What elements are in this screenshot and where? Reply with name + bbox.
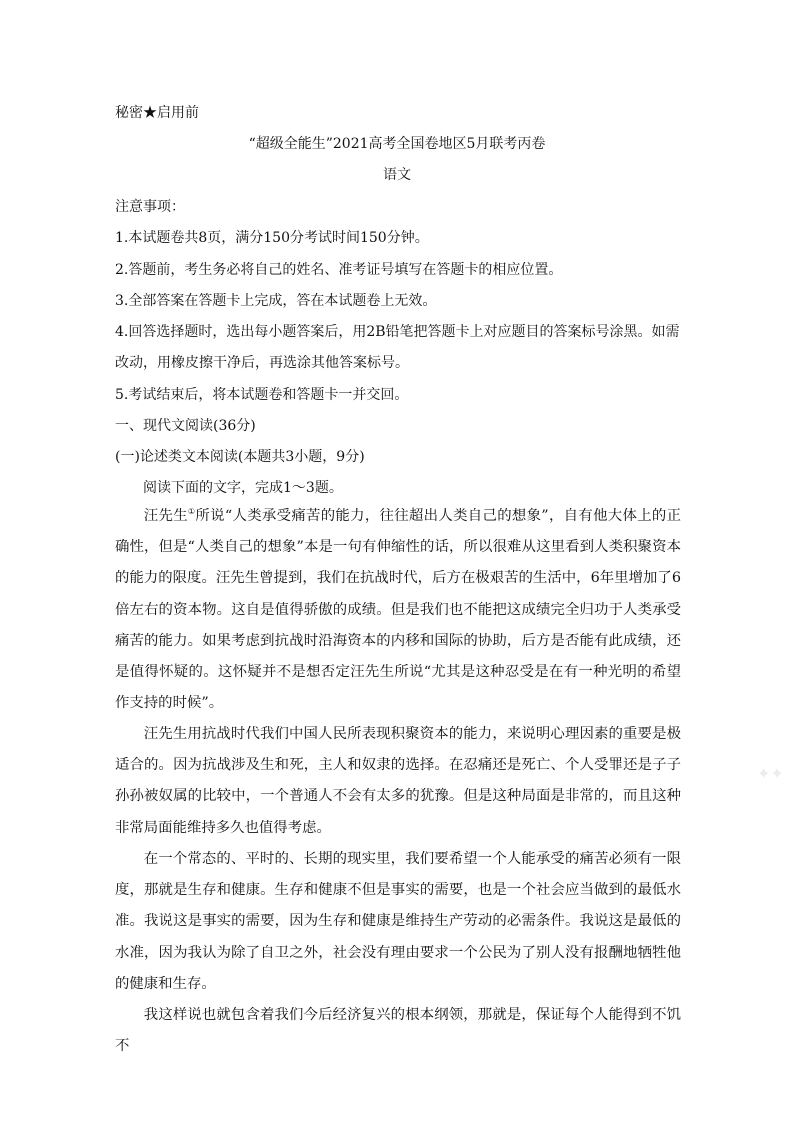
faint-watermark: ✦✦ [757, 764, 784, 783]
section-subheading: (一)论述类文本阅读(本题共3小题，9分) [115, 449, 365, 465]
notice-item: 5.考试结束后，将本试题卷和答题卡一并交回。 [115, 387, 409, 403]
paragraph-text: 所说“人类承受痛苦的能力，往往超出人类自己的想象”，自有他大体上的正确性，但是“人类自己的想象”本是一句有伸缩性的话，所以很难从这里看到人类积聚资本的能力的限度。汪先生曾提到，我们在抗战时代，后方在极艰苦的生活中，6年里增加了6倍左右的资本物。这自是值得骄傲的成绩。但是我们也不能把这成绩完全归功于人类承受痛苦的能力。如果考虑到抗战时沿海资本的内移和国际的协助，后方是否能有此成绩，还是值得怀疑的。这怀疑并不是想否定汪先生所说“尤其是这种忍受是在有一种光明的希望作支持的时候”。 [115, 508, 682, 712]
notice-item: 1.本试题卷共8页，满分150分考试时间150分钟。 [115, 230, 429, 246]
passage-paragraph-3: 在一个常态的、平时的、长期的现实里，我们要希望一个人能承受的痛苦必须有一限度，那就是生存和健康。生存和健康不但是事实的需要，也是一个社会应当做到的最低水准。我说这是事实的需要，因为生存和健康是维持生产劳动的必需条件。我说这是最低的水准，因为我认为除了自卫之外，社会没有理由要求一个公民为了别人没有报酬地牺牲他的健康和生存。 [115, 851, 681, 992]
notice-item: 改动，用橡皮擦干净后，再选涂其他答案标号。 [115, 355, 409, 371]
notice-item: 3.全部答案在答题卡上完成，答在本试题卷上无效。 [115, 293, 437, 309]
subject-title: 语文 [383, 167, 411, 183]
paragraph-text: 汪先生 [143, 508, 188, 524]
secret-mark: 秘密★启用前 [115, 105, 199, 121]
passage-paragraph-2: 汪先生用抗战时代我们中国人民所表现积聚资本的能力，来说明心理因素的重要是极适合的。因为抗战涉及生和死，主人和奴隶的选择。在忍痛还是死亡、个人受罪还是子子孙孙被奴属的比较中，一个普通人不会有太多的犹豫。但是这种局面是非常的，而且这种非常局面能维持多久也值得考虑。 [115, 726, 681, 836]
section-heading: 一、现代文阅读(36分) [115, 418, 256, 434]
section-instruction: 阅读下面的文字，完成1～3题。 [143, 480, 343, 496]
exam-title: “超级全能生”2021高考全国卷地区5月联考丙卷 [248, 136, 546, 152]
notice-heading: 注意事项： [115, 199, 185, 215]
notice-item: 2.答题前，考生务必将自己的姓名、准考证号填写在答题卡的相应位置。 [115, 262, 563, 278]
notice-item: 4.回答选择题时，选出每小题答案后，用2B铅笔把答题卡上对应题目的答案标号涂黑。如需 [115, 324, 680, 340]
passage-paragraph-1 [115, 501, 681, 719]
passage-paragraph-4: 我这样说也就包含着我们今后经济复兴的根本纲领，那就是，保证每个人能得到不饥不 [115, 1007, 681, 1055]
footnote-marker: ① [187, 507, 196, 517]
